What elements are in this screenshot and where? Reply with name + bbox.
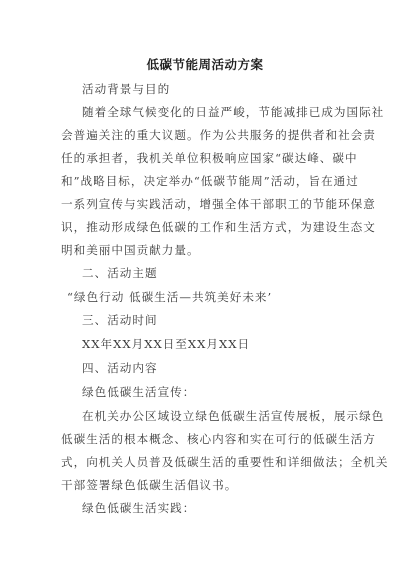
paragraph-line: 明和美丽中国贡献力量。 <box>61 243 200 257</box>
paragraph-line: 一系列宣传与实践活动，增强全体干部职工的节能环保意 <box>61 197 376 211</box>
paragraph-line: 随着全球气候变化的日益严峻，节能减排已成为国际社 <box>82 105 385 119</box>
paragraph-line: 在机关办公区域设立绿色低碳生活宣传展板，展示绿色 <box>82 409 385 423</box>
section-heading-content: 四、活动内容 <box>82 361 158 375</box>
theme-text: “绿色行动 低碳生活—共筑美好未来’ <box>67 290 273 304</box>
section-heading-time: 三、活动时间 <box>82 313 158 327</box>
paragraph-line: 式，向机关人员普及低碳生活的重要性和详细做法；全机关 <box>61 455 389 469</box>
document-title: 低碳节能周活动方案 <box>146 57 264 72</box>
section-heading-theme: 二、活动主题 <box>82 266 158 280</box>
paragraph-line: 识，推动形成绿色低碳的工作和生活方式，为建设生态文 <box>61 220 376 234</box>
paragraph-line: 会普遍关注的重大议题。作为公共服务的提供者和社会责 <box>61 128 376 142</box>
paragraph-line: 和”战略目标，决定举办“低碳节能周”活动，旨在通过 <box>61 174 359 188</box>
paragraph-line: 任的承担者，我机关单位积极响应国家“碳达峰、碳中 <box>61 151 358 165</box>
subsection-heading-promo: 绿色低碳生活宣传： <box>82 385 196 399</box>
paragraph-line: 低碳生活的根本概念、核心内容和实在可行的低碳生活方 <box>61 432 376 446</box>
subsection-heading-practice: 绿色低碳生活实践： <box>82 501 196 515</box>
time-text: XX年XX月XX日至XX月XX日 <box>82 337 251 351</box>
section-heading-background: 活动背景与目的 <box>82 82 171 96</box>
paragraph-line: 干部签署绿色低碳生活倡议书。 <box>61 478 238 492</box>
